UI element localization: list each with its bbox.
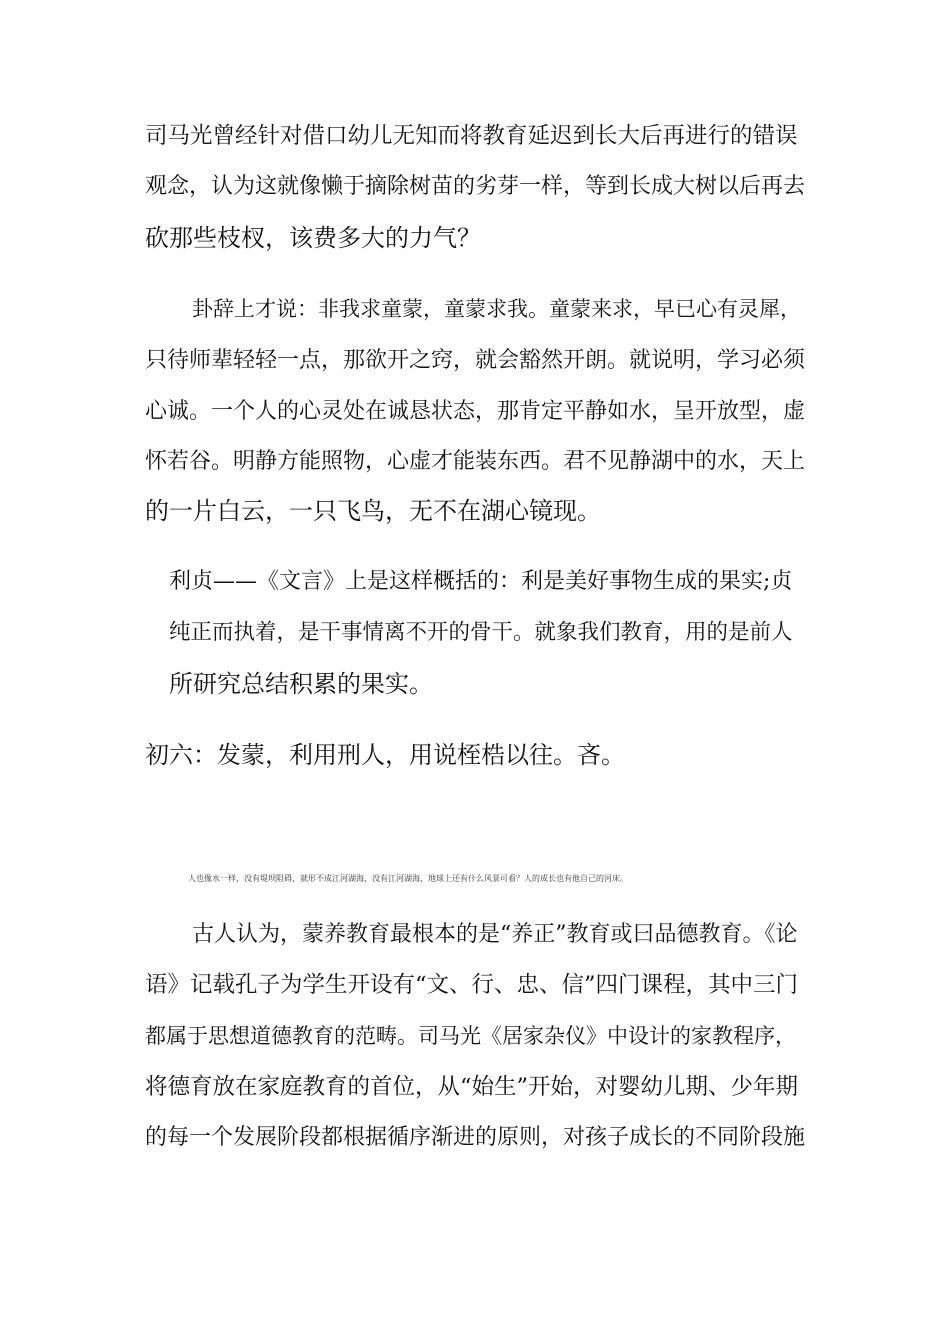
paragraph-3-line-1: 利贞——《文言》上是这样概括的：利是美好事物生成的果实;贞 xyxy=(169,569,793,594)
paragraph-6-line-3: 都属于思想道德教育的范畴。司马光《居家杂仪》中设计的家教程序， xyxy=(145,1024,796,1048)
paragraph-1-line-1: 司马光曾经针对借口幼儿无知而将教育延迟到长大后再进行的错误 xyxy=(145,123,798,149)
paragraph-6-line-1: 古人认为，蒙养教育最根本的是“养正”教育或曰品德教育。《论 xyxy=(192,922,798,947)
paragraph-2-line-1: 卦辞上才说：非我求童蒙，童蒙求我。童蒙来求，早已心有灵犀， xyxy=(192,297,801,321)
paragraph-1-line-2: 观念，认为这就像懒于摘除树苗的劣芽一样，等到长成大树以后再去 xyxy=(145,174,806,199)
paragraph-2-line-2: 只待师辈轻轻一点，那欲开之窍，就会豁然开朗。就说明，学习必须 xyxy=(145,348,806,373)
paragraph-2-line-3: 心诚。一个人的心灵处在诚恳状态，那肯定平静如水，呈开放型，虚 xyxy=(145,399,806,424)
paragraph-3-line-2: 纯正而执着，是干事情离不开的骨干。就象我们教育，用的是前人 xyxy=(169,620,793,645)
paragraph-1-line-3: 砍那些枝杈，该费多大的力气？ xyxy=(145,224,481,252)
paragraph-2-line-5: 的一片白云，一只飞鸟，无不在湖心镜现。 xyxy=(145,497,601,525)
paragraph-6-line-2: 语》记载孔子为学生开设有“文、行、忠、信”四门课程，其中三门 xyxy=(145,972,799,998)
paragraph-3-line-3: 所研究总结积累的果实。 xyxy=(169,670,433,698)
paragraph-4-line-1: 初六：发蒙，利用刑人，用说桎梏以往。吝。 xyxy=(145,741,625,769)
paragraph-6-line-5: 的每一个发展阶段都根据循序渐进的原则，对孩子成长的不同阶段施 xyxy=(145,1125,806,1150)
paragraph-6-line-4: 将德育放在家庭教育的首位，从“始生”开始，对婴幼儿期、少年期 xyxy=(145,1074,799,1100)
paragraph-5-line-1: 人也像水一样，没有堤坝阻碍，就形不成江河湖海，没有江河湖海，地球上还有什么风景可看？人的成长也有他自己的河床。 xyxy=(188,874,628,883)
paragraph-2-line-4: 怀若谷。明静方能照物，心虚才能装东西。君不见静湖中的水，天上 xyxy=(145,449,806,474)
